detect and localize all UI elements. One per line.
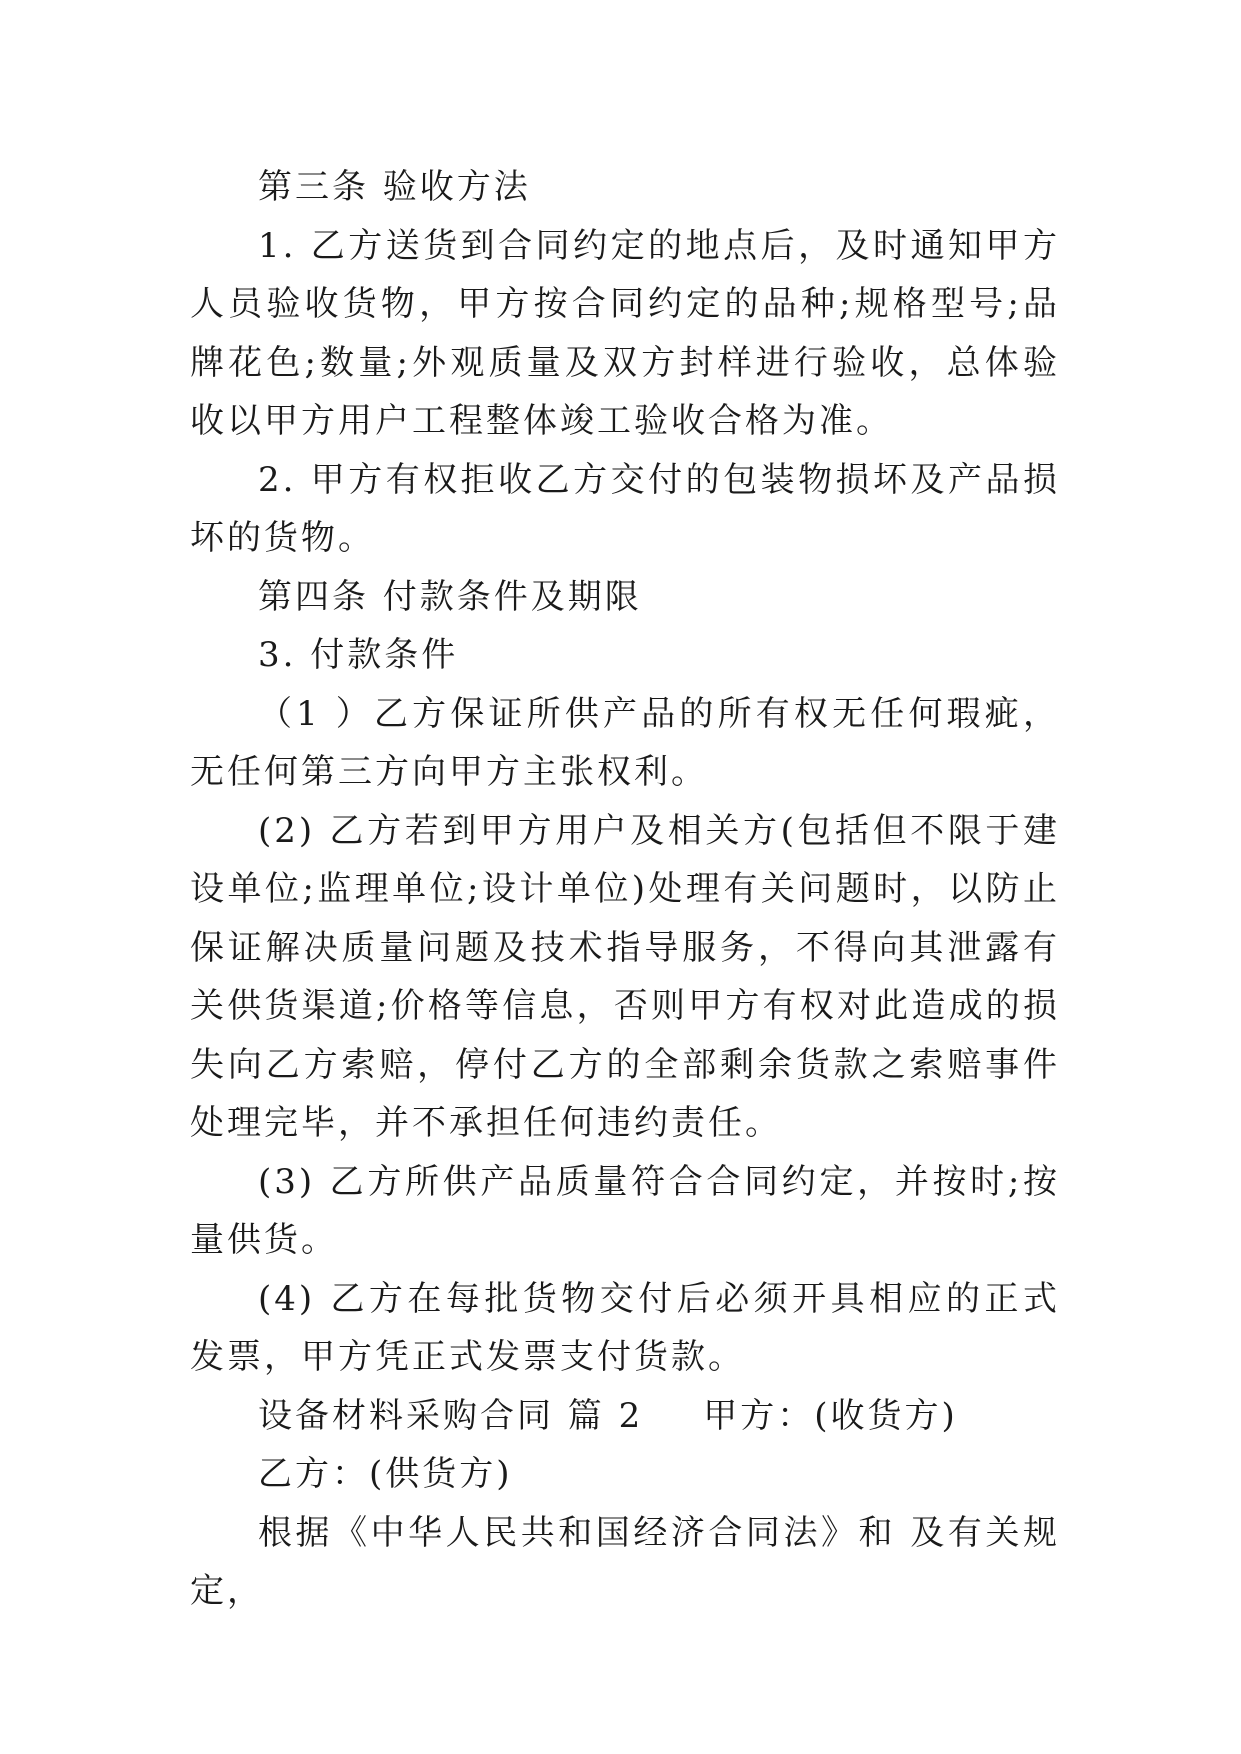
contract-2-title: 设备材料采购合同 篇 2 [258,1395,644,1436]
article-4-subclause-3: (3) 乙方所供产品质量符合合同约定，并按时;按量供货。 [190,1161,1060,1260]
contract-2-header-line [190,1387,1060,1446]
article-4-clause-3: 3. 付款条件 [258,635,459,675]
article-3-clause-2: 2. 甲方有权拒收乙方交付的包装物损坏及产品损坏的货物。 [190,459,1060,558]
article-3-heading: 第三条 验收方法 [258,167,531,207]
document-body [190,158,1060,1621]
article-4-subclause-4: (4) 乙方在每批货物交付后必须开具相应的正式发票，甲方凭正式发票支付货款。 [190,1278,1060,1377]
article-4-subclause-1: （1 ）乙方保证所供产品的所有权无任何瑕疵，无任何第三方向甲方主张权利。 [190,693,1060,792]
party-b-label: 乙方：(供货方) [258,1454,513,1494]
article-4-heading: 第四条 付款条件及期限 [258,576,642,617]
contract-2-preamble: 根据《中华人民共和国经济合同法》和 及有关规定， [190,1512,1060,1611]
article-4-subclause-2: (2) 乙方若到甲方用户及相关方(包括但不限于建设单位;监理单位;设计单位)处理有关问题时，以防止保证解决质量问题及技术指导服务，不得向其泄露有关供货渠道;价格等信息，否则甲方有权对此造成的损失向乙方索赔，停付乙方的全部剩余货款之索赔事件处理完毕，并不承担任何违约责任。 [190,810,1060,1143]
party-a-label: 甲方：(收货方) [703,1395,958,1436]
article-3-clause-1: 1. 乙方送货到合同约定的地点后，及时通知甲方人员验收货物，甲方按合同约定的品种;规格型号;品牌花色;数量;外观质量及双方封样进行验收，总体验收以甲方用户工程整体竣工验收合格为准。 [190,225,1060,441]
